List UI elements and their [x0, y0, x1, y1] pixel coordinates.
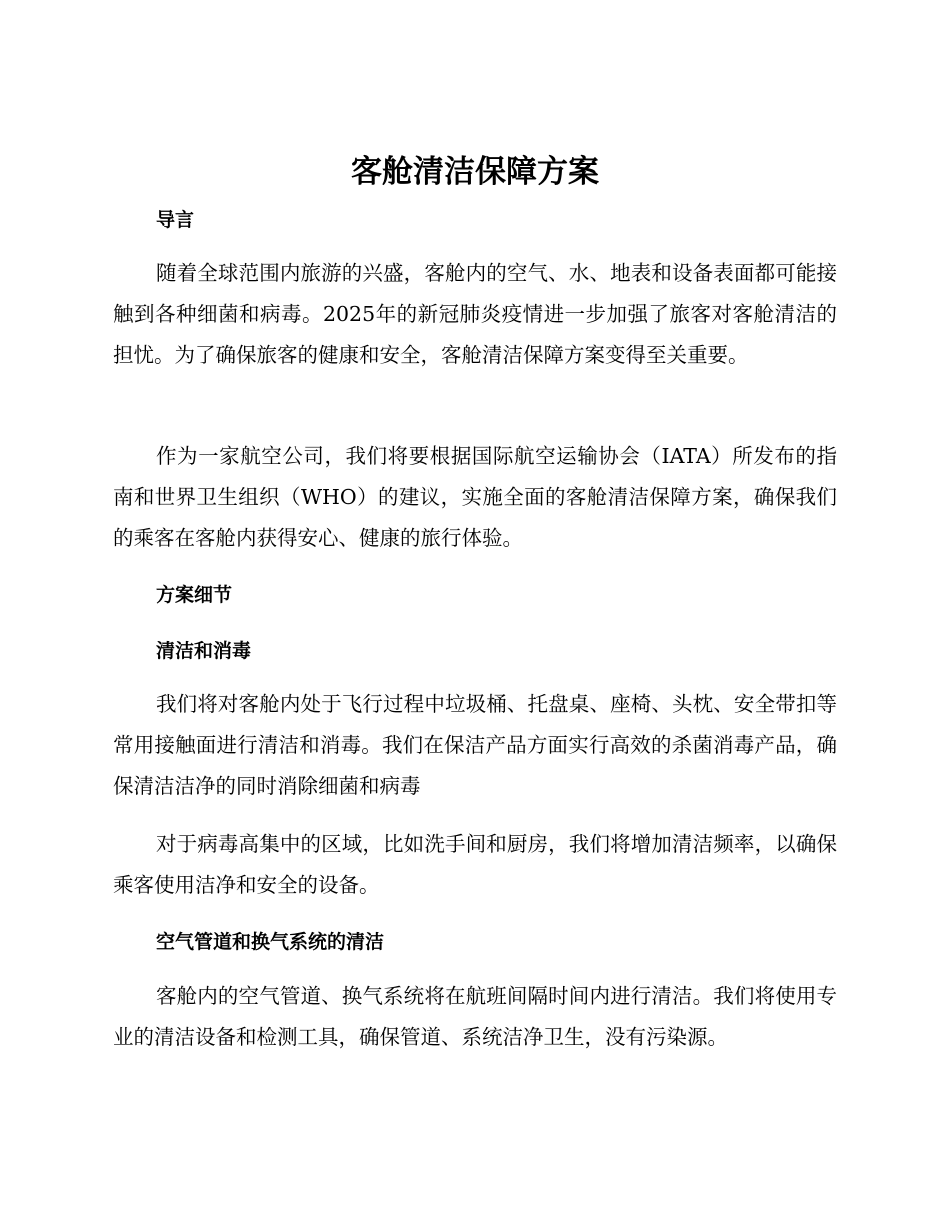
section-heading-intro: 导言	[156, 209, 195, 231]
intro-paragraph-2: 作为一家航空公司，我们将要根据国际航空运输协会（IATA）所发布的指南和世界卫生组织（WHO）的建议，实施全面的客舱清洁保障方案，确保我们的乘客在客舱内获得安心、健康的旅行体验。	[113, 444, 837, 550]
document-title: 客舱清洁保障方案	[351, 154, 599, 190]
section-heading-details: 方案细节	[156, 584, 233, 606]
cleaning-paragraph-1: 我们将对客舱内处于飞行过程中垃圾桶、托盘桌、座椅、头枕、安全带扣等常用接触面进行清洁和消毒。我们在保洁产品方面实行高效的杀菌消毒产品，确保清洁洁净的同时消除细菌和病毒	[113, 692, 837, 798]
intro-paragraph-1: 随着全球范围内旅游的兴盛，客舱内的空气、水、地表和设备表面都可能接触到各种细菌和病毒。2025年的新冠肺炎疫情进一步加强了旅客对客舱清洁的担忧。为了确保旅客的健康和安全，客舱清洁保障方案变得至关重要。	[113, 261, 837, 367]
subsection-heading-air: 空气管道和换气系统的清洁	[156, 931, 385, 953]
cleaning-paragraph-2: 对于病毒高集中的区域，比如洗手间和厨房，我们将增加清洁频率，以确保乘客使用洁净和安全的设备。	[113, 832, 837, 897]
air-paragraph-1: 客舱内的空气管道、换气系统将在航班间隔时间内进行清洁。我们将使用专业的清洁设备和检测工具，确保管道、系统洁净卫生，没有污染源。	[113, 984, 837, 1049]
subsection-heading-cleaning: 清洁和消毒	[156, 640, 252, 662]
